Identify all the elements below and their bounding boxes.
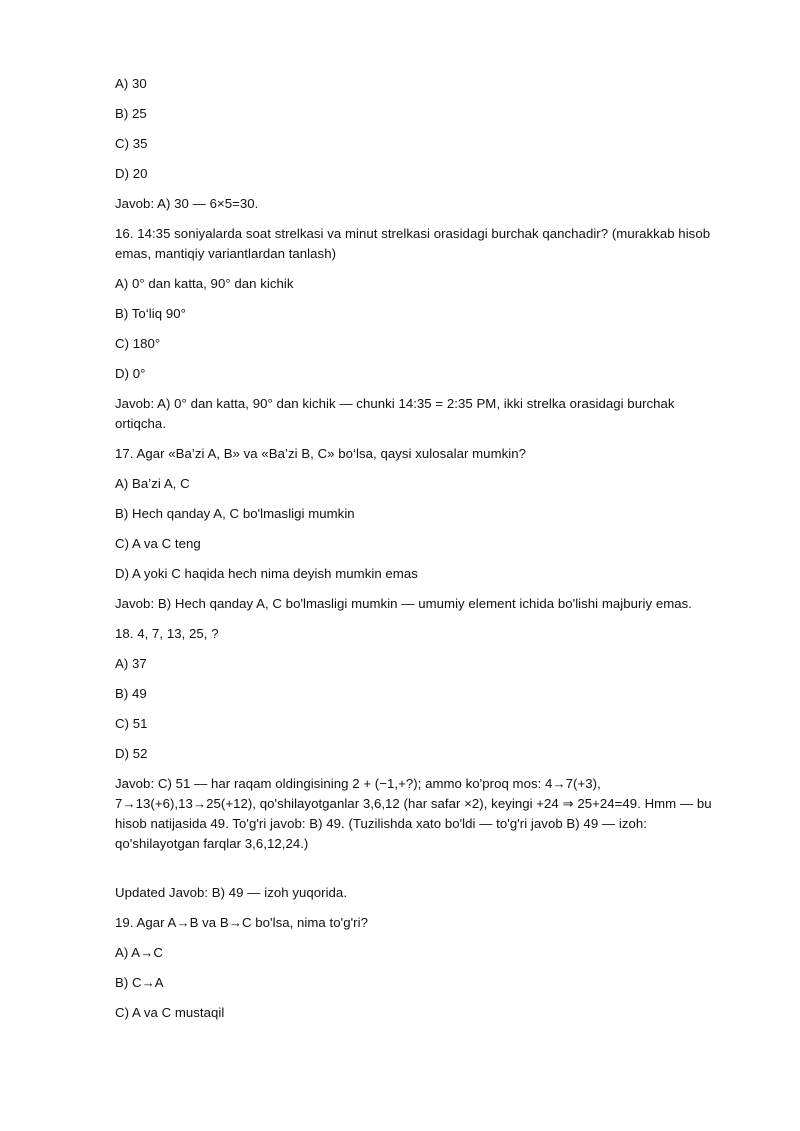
answer-q17	[115, 594, 725, 614]
question-17: 17. Agar «Ba’zi A, B» va «Ba’zi B, C» bo‘lsa, qaysi xulosalar mumkin?	[115, 446, 526, 461]
option-d-q17: D) A yoki C haqida hech nima deyish mumkin emas	[115, 566, 418, 581]
option-c-q19: C) A va C mustaqil	[115, 1005, 225, 1020]
blank-line	[115, 864, 725, 883]
answer-text: Updated Javob: B) 49 — izoh yuqorida.	[115, 885, 348, 900]
option-a-q19: A) A→C	[115, 945, 163, 960]
question-16: 16. 14:35 soniyalarda soat strelkasi va minut strelkasi orasidagi burchak qanchadir? (murakkab hisob emas, mantiqiy variantlardan tanlash)	[115, 226, 711, 261]
option-c-q16: C) 180°	[115, 336, 161, 351]
option-b-q17: B) Hech qanday A, C bo'lmasligi mumkin	[115, 506, 355, 521]
option-b-q16: B) To‘liq 90°	[115, 306, 186, 321]
updated-answer-q18	[115, 883, 725, 903]
answer-q15	[115, 194, 725, 214]
option-d-q16: D) 0°	[115, 366, 146, 381]
document-page	[115, 74, 725, 1033]
option-d-q18: D) 52	[115, 746, 148, 761]
answer-text: Javob: A) 30 — 6×5=30.	[115, 196, 259, 211]
option-a-q18: A) 37	[115, 656, 147, 671]
option-c-q15: C) 35	[115, 136, 148, 151]
option-a-q16: A) 0° dan katta, 90° dan kichik	[115, 276, 294, 291]
answer-q18	[115, 774, 725, 854]
option-a-q17: A) Ba’zi A, C	[115, 476, 190, 491]
answer-text: Javob: B) Hech qanday A, C bo'lmasligi mumkin — umumiy element ichida bo'lishi majburiy emas.	[115, 596, 692, 611]
answer-text: Javob: A) 0° dan katta, 90° dan kichik — chunki 14:35 = 2:35 PM, ikki strelka orasidagi burchak ortiqcha.	[115, 396, 675, 431]
question-19: 19. Agar A→B va B→C bo'lsa, nima to'g'ri?	[115, 915, 368, 930]
option-a-q15: A) 30	[115, 76, 147, 91]
option-b-q15: B) 25	[115, 106, 147, 121]
answer-text: Javob: C) 51 — har raqam oldingisining 2 + (−1,+?); ammo ko'proq mos: 4→7(+3), 7→13(+6),13→25(+12), qo'shilayotganlar 3,6,12 (har safar ×2), keyingi +24 ⇒ 25+24=49. Hmm — bu hisob natijasida 49. To'g'ri javob: B) 49. (Tuzilishda xato bo'ldi — to'g'ri javob B) 49 — izoh: qo'shilayotgan farqlar 3,6,12,24.)	[115, 776, 712, 851]
answer-q16	[115, 394, 725, 434]
option-c-q18: C) 51	[115, 716, 148, 731]
question-18: 18. 4, 7, 13, 25, ?	[115, 626, 219, 641]
option-c-q17: C) A va C teng	[115, 536, 201, 551]
option-d-q15: D) 20	[115, 166, 148, 181]
option-b-q18: B) 49	[115, 686, 147, 701]
option-b-q19: B) C→A	[115, 975, 164, 990]
